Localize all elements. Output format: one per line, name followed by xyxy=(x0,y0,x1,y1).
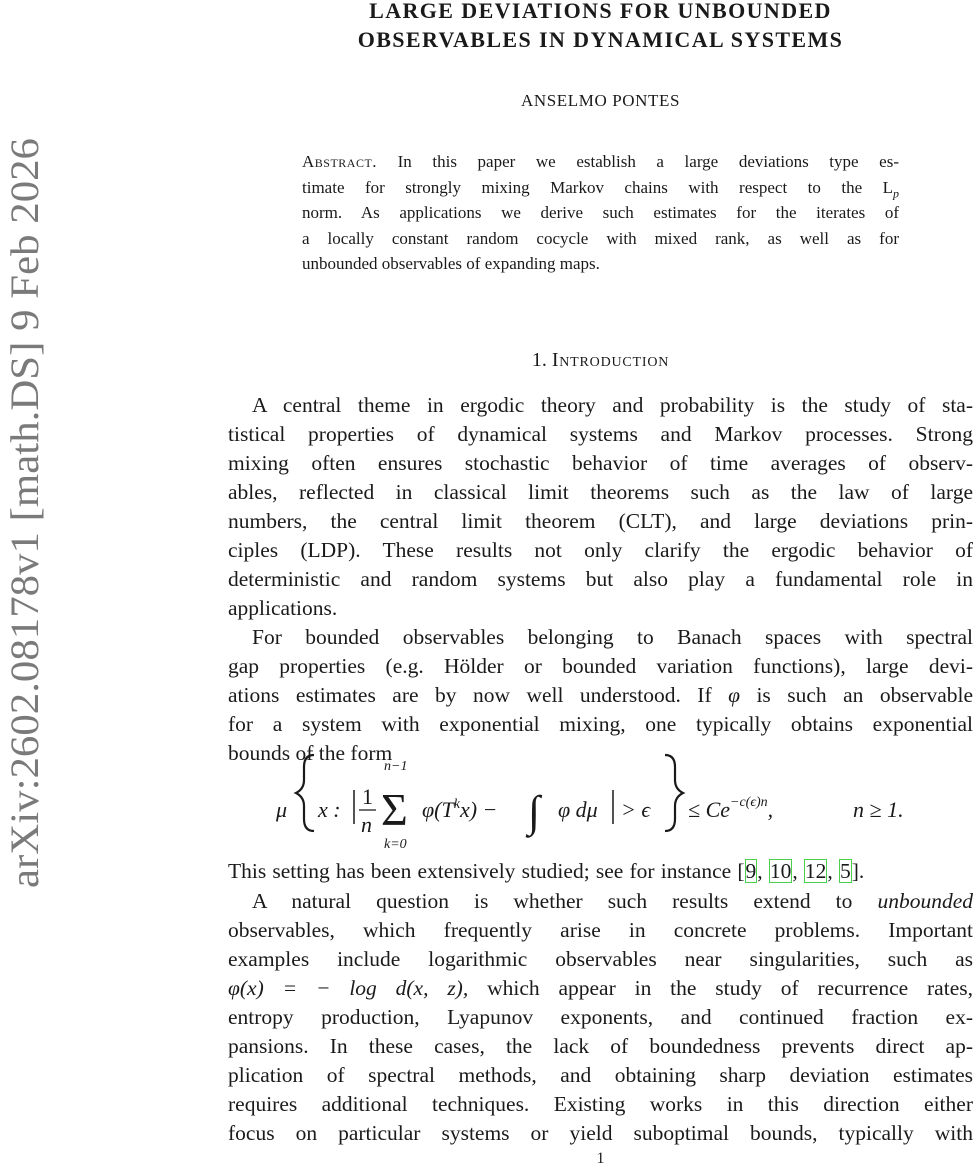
citation-link[interactable]: 9 xyxy=(745,859,757,883)
paragraph-1-line: applications. xyxy=(228,596,338,620)
paragraph-1-line: tistical properties of dynamical systems and Markov processes. Strong xyxy=(228,422,973,446)
eq-sum-top: n−1 xyxy=(384,759,408,774)
eq-sum-bottom: k=0 xyxy=(384,837,407,852)
abstract-line: timate for strongly mixing Markov chains with respect to the $L_p$ xyxy=(302,177,899,200)
paragraph-2-line: gap properties (e.g. Hölder or bounded variation functions), large devi- xyxy=(228,654,973,678)
paper-title-line-2: OBSERVABLES IN DYNAMICAL SYSTEMS xyxy=(357,27,844,52)
section-title: Introduction xyxy=(551,349,670,371)
eq-gt-eps: > ϵ xyxy=(621,797,651,822)
paragraph-2-line: for a system with exponential mixing, one typically obtains exponential xyxy=(228,712,973,736)
page-number: 1 xyxy=(596,1150,605,1167)
after-equation-line: This setting has been extensively studied; see for instance [9, 10, 12, 5]. xyxy=(228,859,865,883)
eq-sum-body: $\varphi(T^kx)$ − xyxy=(422,797,498,822)
eq-frac-den: n xyxy=(361,812,372,837)
eq-integral-body: φ dμ xyxy=(558,797,598,822)
paragraph-1-line: mixing often ensures stochastic behavior of time averages of observ- xyxy=(228,451,973,475)
abstract-line: norm. As applications we derive such estimates for the iterates of xyxy=(302,203,899,222)
citation-link[interactable]: 5 xyxy=(839,859,851,883)
eq-right-brace xyxy=(665,755,683,831)
paragraph-3-line: observables, which frequently arise in concrete problems. Important xyxy=(228,918,973,942)
paragraph-1-line: numbers, the central limit theorem (CLT), and large deviations prin- xyxy=(228,509,973,533)
abstract-line: unbounded observables of expanding maps. xyxy=(302,254,600,273)
arxiv-identifier: arXiv:2602.08178v1 [math.DS] 9 Feb 2026 xyxy=(2,188,47,888)
paragraph-3-line: entropy production, Lyapunov exponents, and continued fraction ex- xyxy=(228,1005,973,1029)
paragraph-2-line: For bounded observables belonging to Banach spaces with spectral xyxy=(252,625,973,649)
abstract-line: Abstract. In this paper we establish a large deviations type es- xyxy=(302,152,899,171)
paragraph-1-line: ciples (LDP). These results not only clarify the ergodic behavior of xyxy=(228,538,973,562)
eq-mu: μ xyxy=(276,797,288,822)
display-equation xyxy=(228,752,973,852)
eq-left-brace xyxy=(296,755,314,831)
eq-integral: ∫ xyxy=(528,787,541,836)
citation-link[interactable]: 12 xyxy=(804,859,827,883)
paper-title-line-1: LARGE DEVIATIONS FOR UNBOUNDED xyxy=(369,0,832,23)
eq-sigma: Σ xyxy=(381,784,408,835)
paragraph-2-line: bounds of the form xyxy=(228,741,393,765)
section-heading xyxy=(228,349,973,372)
paragraph-3-line: requires additional techniques. Existing works in this direction either xyxy=(228,1092,973,1116)
eq-x-colon: x : xyxy=(318,797,341,822)
paragraph-3-line: focus on particular systems or yield suboptimal bounds, typically with xyxy=(228,1121,973,1145)
paragraph-3-line: A natural question is whether such results extend to unbounded xyxy=(252,889,973,913)
abstract-line: a locally constant random cocycle with mixed rank, as well as for xyxy=(302,228,899,248)
paper-author: ANSELMO PONTES xyxy=(520,91,681,110)
section-number: 1. xyxy=(531,349,547,371)
paragraph-2-line: ations estimates are by now well understood. If φ is such an observable xyxy=(228,683,973,707)
citation-link[interactable]: 10 xyxy=(769,859,792,883)
paragraph-3-line: plication of spectral methods, and obtaining sharp deviation estimates xyxy=(228,1063,973,1087)
paragraph-3-line: φ(x) = − log d(x, z), which appear in the study of recurrence rates, xyxy=(228,976,973,1000)
paragraph-1-line: deterministic and random systems but also play a fundamental role in xyxy=(228,567,973,591)
paragraph-3-line: examples include logarithmic observables near singularities, such as xyxy=(228,947,973,971)
eq-frac-num: 1 xyxy=(362,784,373,809)
eq-rhs: ≤ $Ce^{-c(\epsilon)n}$, xyxy=(688,795,774,822)
eq-condition: n ≥ 1. xyxy=(853,797,904,822)
paragraph-1-line: A central theme in ergodic theory and probability is the study of sta- xyxy=(252,393,973,417)
abstract-label: Abstract. xyxy=(302,152,378,171)
paragraph-3-line: pansions. In these cases, the lack of boundedness prevents direct ap- xyxy=(228,1034,973,1058)
paragraph-1-line: ables, reflected in classical limit theorems such as the law of large xyxy=(228,480,973,504)
